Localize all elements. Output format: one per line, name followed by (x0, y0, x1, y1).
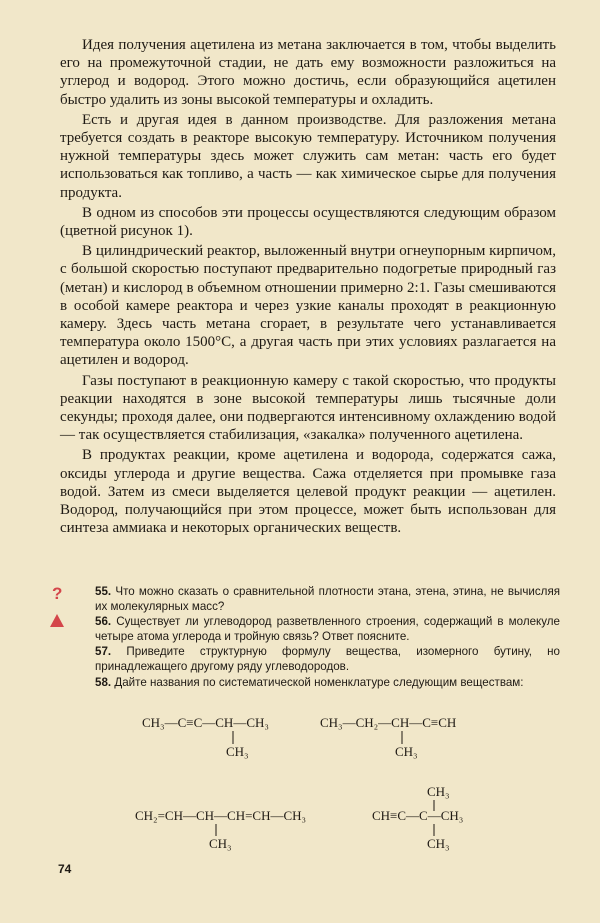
formula-3-main: CH₂=CH—CH—CH=CH—CH₃ (135, 808, 307, 823)
exercise-text: Существует ли углеводород разветвленного строения, содержащий в молекуле четыре атома углерода и тройную связь? Ответ поясните. (95, 615, 560, 643)
formula-1-substituent: CH₃ (226, 744, 249, 759)
exercise-number: 56. (95, 615, 112, 629)
formula-3-substituent: CH₃ (209, 836, 232, 851)
formula-1-main: CH₃—C≡C—CH—CH₃ (142, 715, 269, 730)
paragraph: Идея получения ацетилена из метана заключается в том, чтобы выделить его на промежуточной стадии, не дать ему возможности разложиться на углерод и водород. Этого можно достичь, если образующийся ацетилен быстро удалить из зоны высокой температуры и охладить. (60, 37, 556, 108)
question-mark-icon: ? (52, 584, 63, 603)
exercise-number: 55. (95, 585, 112, 598)
paragraph: Есть и другая идея в данном производстве. Для разложения метана требуется создать в реакторе высокую температуру. Источником получения нужной температуры здесь может служить сам метан: часть его будет использоваться как топливо, а часть — как химическое сырье для получения продукта. (60, 111, 556, 201)
paragraph: В продуктах реакции, кроме ацетилена и водорода, содержатся сажа, оксиды углерода и другие вещества. Сажа отделяется при промывке газа водой. Затем из смеси выделяется целевой продукт реакции — ацетилен. Водород, получающийся при этом процессе, может быть использован для синтеза аммиака и некоторых органических веществ. (60, 447, 556, 537)
formula-2-substituent: CH₃ (395, 744, 418, 759)
formula-4-main: CH≡C—C—CH₃ (372, 808, 464, 823)
paragraph: Газы поступают в реакционную камеру с такой скоростью, что продукты реакции находятся в зоне высокой температуры лишь тысячные доли секунды; проходя далее, они подвергаются интенсивному охлаждению водой — так осуществляется стабилизация, «закалка» полученного ацетилена. (60, 372, 556, 444)
formula-4-top: CH₃ (427, 784, 450, 799)
page-number: 74 (58, 862, 72, 876)
paragraph: В цилиндрический реактор, выложенный внутри огнеупорным кирпичом, с большой скоростью поступают предварительно подогретые природный газ (метан) и кислород в объемном отношении примерно 2:1. Газы смешиваются в особой камере реактора и через узкие каналы проходят в реакционную камеру. Здесь часть метана сгорает, в результате чего устанавливается температура около 1500°С, а другая часть при этих условиях разлагается на ацетилен и водород. (60, 243, 556, 369)
exercise-number: 58. (95, 675, 112, 689)
paragraph: В одном из способов эти процессы осуществляются следующим образом (цветной рисунок 1). (60, 204, 556, 240)
exercise-text: Дайте названия по систематической номенклатуре следующим веществам: (114, 675, 524, 689)
exercise-text: Приведите структурную формулу вещества, изомерного бутину, но принадлежащего другому ряду углеводородов. (95, 645, 560, 673)
formula-4-substituent: CH₃ (427, 836, 450, 851)
exercise-number: 57. (95, 645, 112, 659)
formula-2-main: CH₃—CH₂—CH—C≡CH (320, 715, 457, 730)
exercise-text: Что можно сказать о сравнительной плотности этана, этена, этина, не вычисляя их молекулярных масс? (95, 585, 560, 613)
